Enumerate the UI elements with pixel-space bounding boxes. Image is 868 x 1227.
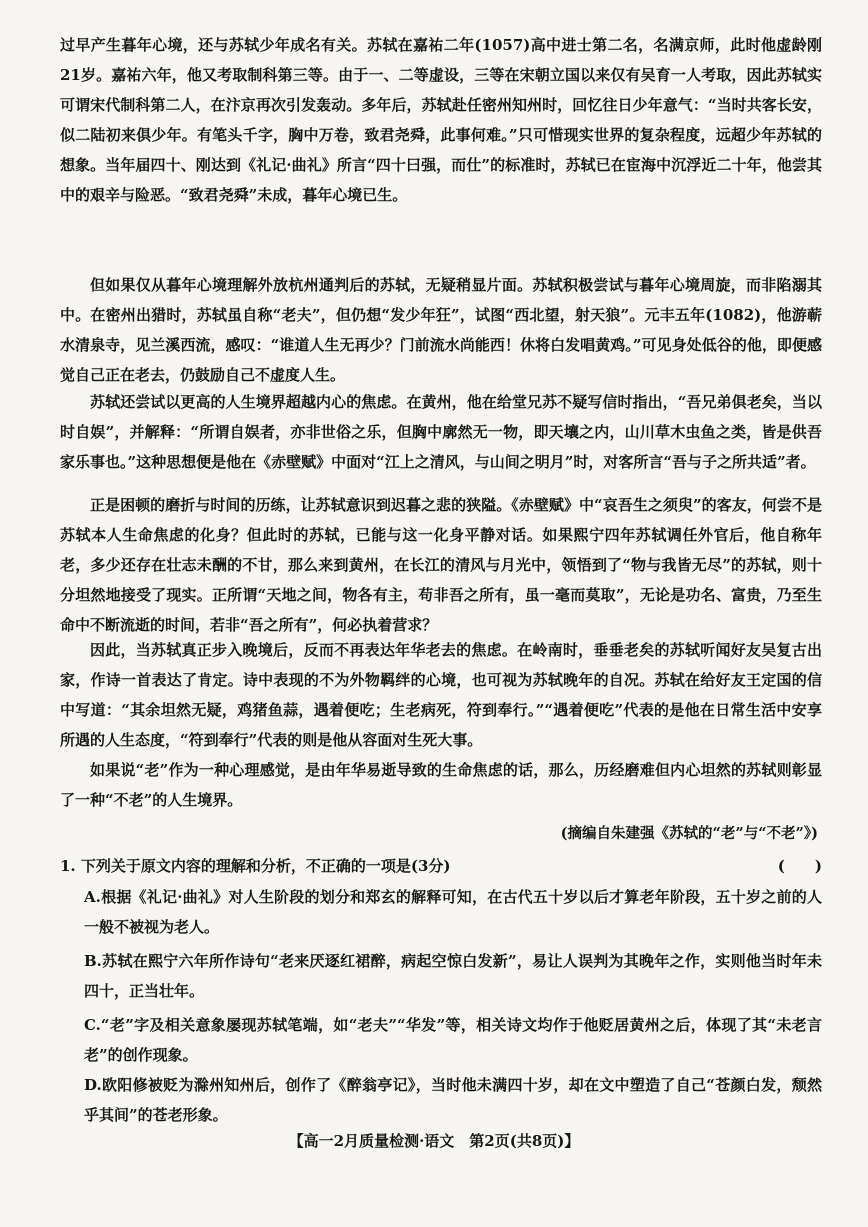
option-letter: A. — [84, 888, 101, 906]
option-d — [84, 1070, 822, 1130]
option-c — [84, 1010, 822, 1070]
option-letter: C. — [84, 1016, 101, 1034]
option-text: “老”字及相关意象屡现苏轼笔端，如“老夫”“华发”等，相关诗文均作于他贬居黄州之后，体现了其“未老言老”的创作现象。 — [84, 1016, 822, 1064]
passage-paragraph-4: 正是困顿的磨折与时间的历练，让苏轼意识到迟暮之悲的狭隘。《赤壁赋》中“哀吾生之须臾”的客友，何尝不是苏轼本人生命焦虑的化身？但此时的苏轼，已能与这一化身平静对话。如果熙宁四年苏轼调任外官后，他自称年老，多少还存在壮志未酬的不甘，那么来到黄州，在长江的清风与月光中，领悟到了“物与我皆无尽”的苏轼，则十分坦然地接受了现实。正所谓“天地之间，物各有主，苟非吾之所有，虽一毫而莫取”，无论是功名、富贵，乃至生命中不断流逝的时间，若非“吾之所有”，何必执着营求？ — [60, 496, 822, 634]
option-text: 根据《礼记·曲礼》对人生阶段的划分和郑玄的解释可知，在古代五十岁以后才算老年阶段，五十岁之前的人一般不被视为老人。 — [84, 888, 822, 936]
passage-source: (摘编自朱建强《苏轼的“老”与“不老”》) — [560, 825, 818, 842]
option-text: 欧阳修被贬为滁州知州后，创作了《醉翁亭记》，当时他未满四十岁，却在文中塑造了自己“苍颜白发，颓然乎其间”的苍老形象。 — [84, 1076, 822, 1124]
passage-paragraph-1: 过早产生暮年心境，还与苏轼少年成名有关。苏轼在嘉祐二年(1057)高中进士第二名，名满京师，此时他虚龄刚21岁。嘉祐六年，他又考取制科第三等。由于一、二等虚设，三等在宋朝立国以来仅有吴育一人考取，因此苏轼实可谓宋代制科第二人，在汴京再次引发轰动。多年后，苏轼赴任密州知州时，回忆往日少年意气：“当时共客长安，似二陆初来俱少年。有笔头千字，胸中万卷，致君尧舜，此事何难。”只可惜现实世界的复杂程度，远超少年苏轼的想象。当年届四十、刚达到《礼记·曲礼》所言“四十曰强，而仕”的标准时，苏轼已在宦海中沉浮近二十年，他尝其中的艰辛与险恶。“致君尧舜”未成，暮年心境已生。 — [60, 36, 822, 204]
answer-blank: ( ) — [777, 857, 822, 875]
passage-paragraph-2: 但如果仅从暮年心境理解外放杭州通判后的苏轼，无疑稍显片面。苏轼积极尝试与暮年心境周旋，而非陷溺其中。在密州出猎时，苏轼虽自称“老夫”，但仍想“发少年狂”，试图“西北望，射天狼”。元丰五年(1082)，他游蕲水清泉寺，见兰溪西流，感叹：“谁道人生无再少？门前流水尚能西！休将白发唱黄鸡。”可见身处低谷的他，即便感觉自己正在老去，仍鼓励自己不虚度人生。 — [60, 276, 822, 384]
passage-paragraph-3: 苏轼还尝试以更高的人生境界超越内心的焦虑。在黄州，他在给堂兄苏不疑写信时指出，“吾兄弟俱老矣，当以时自娱”，并解释：“所谓自娱者，亦非世俗之乐，但胸中廓然无一物，即天壤之内，山川草木虫鱼之类，皆是供吾家乐事也。”这种思想便是他在《赤壁赋》中面对“江上之清风，与山间之明月”时，对客所言“吾与子之所共适”者。 — [60, 393, 822, 471]
option-b — [84, 946, 822, 1006]
passage-paragraph-5: 因此，当苏轼真正步入晚境后，反而不再表达年华老去的焦虑。在岭南时，垂垂老矣的苏轼听闻好友吴复古出家，作诗一首表达了肯定。诗中表现的不为外物羁绊的心境，也可视为苏轼晚年的自况。苏轼在给好友王定国的信中写道：“其余坦然无疑，鸡猪鱼蒜，遇着便吃；生老病死，符到奉行。”“遇着便吃”代表的是他在日常生活中安享所遇的人生态度，“符到奉行”代表的则是他从容面对生死大事。 — [60, 641, 822, 749]
option-a — [84, 882, 822, 942]
question-1 — [60, 852, 822, 880]
page-footer: 【高一2月质量检测·语文 第2页(共8页)】 — [288, 1132, 580, 1150]
passage-paragraph-6: 如果说“老”作为一种心理感觉，是由年华易逝导致的生命焦虑的话，那么，历经磨难但内心坦然的苏轼则彰显了一种“不老”的人生境界。 — [60, 761, 822, 809]
option-letter: B. — [84, 952, 102, 970]
question-stem: 1. 下列关于原文内容的理解和分析，不正确的一项是(3分) — [60, 857, 451, 875]
option-letter: D. — [84, 1076, 102, 1094]
option-text: 苏轼在熙宁六年所作诗句“老来厌逐红裙醉，病起空惊白发新”，易让人误判为其晚年之作，实则他当时年未四十，正当壮年。 — [84, 952, 822, 1000]
